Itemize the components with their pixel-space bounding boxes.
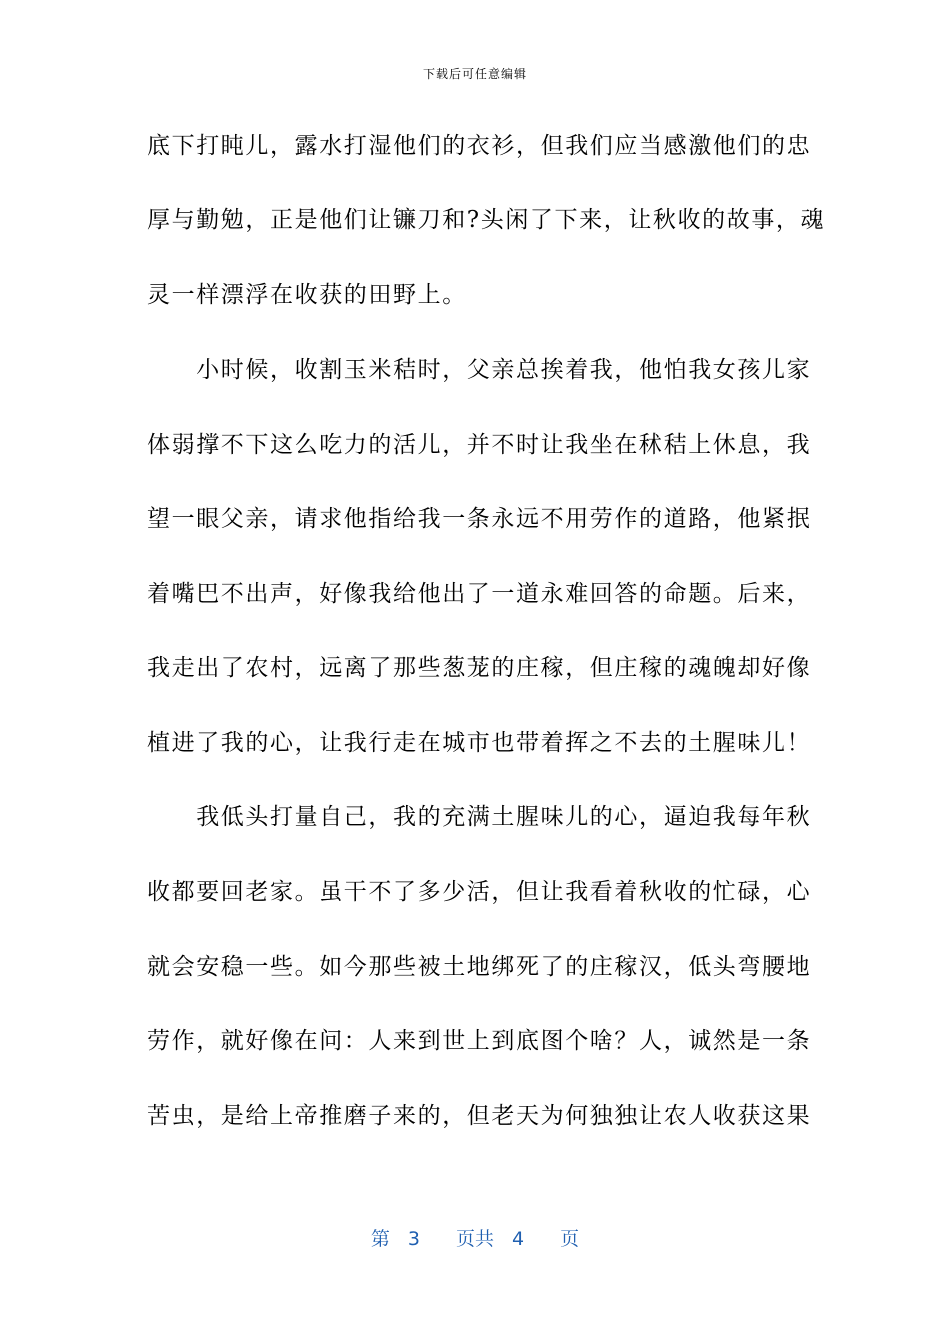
total-page-number: 4 <box>512 1228 525 1250</box>
text-line: 着嘴巴不出声，好像我给他出了一道永难回答的命题。后来， <box>147 581 812 607</box>
text-line: 小时候，收割玉米秸时，父亲总挨着我，他怕我女孩儿家 <box>147 357 812 383</box>
text-line: 劳作，就好像在问：人来到世上到底图个啥？人，诚然是一条 <box>147 1028 812 1054</box>
text-line: 我走出了农村，远离了那些葱茏的庄稼，但庄稼的魂魄却好像 <box>147 655 812 681</box>
text-line: 体弱撑不下这么吃力的活儿，并不时让我坐在秫秸上休息，我 <box>147 432 812 458</box>
page-header: 下载后可任意编辑 <box>422 67 527 81</box>
current-page-number: 3 <box>407 1228 420 1250</box>
text-line: 植进了我的心，让我行走在城市也带着挥之不去的土腥味儿！ <box>147 730 812 756</box>
footer-prefix: 第 <box>370 1228 390 1250</box>
text-line: 望一眼父亲，请求他指给我一条永远不用劳作的道路，他紧抿 <box>147 506 812 532</box>
text-line: 我低头打量自己，我的充满土腥味儿的心，逼迫我每年秋 <box>147 804 812 830</box>
text-line: 厚与勤勉，正是他们让镰刀和?头闲了下来，让秋收的故事，魂 <box>147 207 826 233</box>
footer-suffix: 页 <box>560 1228 580 1250</box>
text-line: 苦虫，是给上帝推磨子来的，但老天为何独独让农人收获这果 <box>147 1103 812 1129</box>
footer-middle: 页共 <box>455 1228 494 1250</box>
text-line: 底下打盹儿，露水打湿他们的衣衫，但我们应当感激他们的忠 <box>147 133 812 159</box>
text-line: 灵一样漂浮在收获的田野上。 <box>147 282 467 308</box>
page-footer <box>0 1226 950 1252</box>
text-line: 就会安稳一些。如今那些被土地绑死了的庄稼汉，低头弯腰地 <box>147 954 812 980</box>
text-line: 收都要回老家。虽干不了多少活，但让我看着秋收的忙碌，心 <box>147 879 812 905</box>
